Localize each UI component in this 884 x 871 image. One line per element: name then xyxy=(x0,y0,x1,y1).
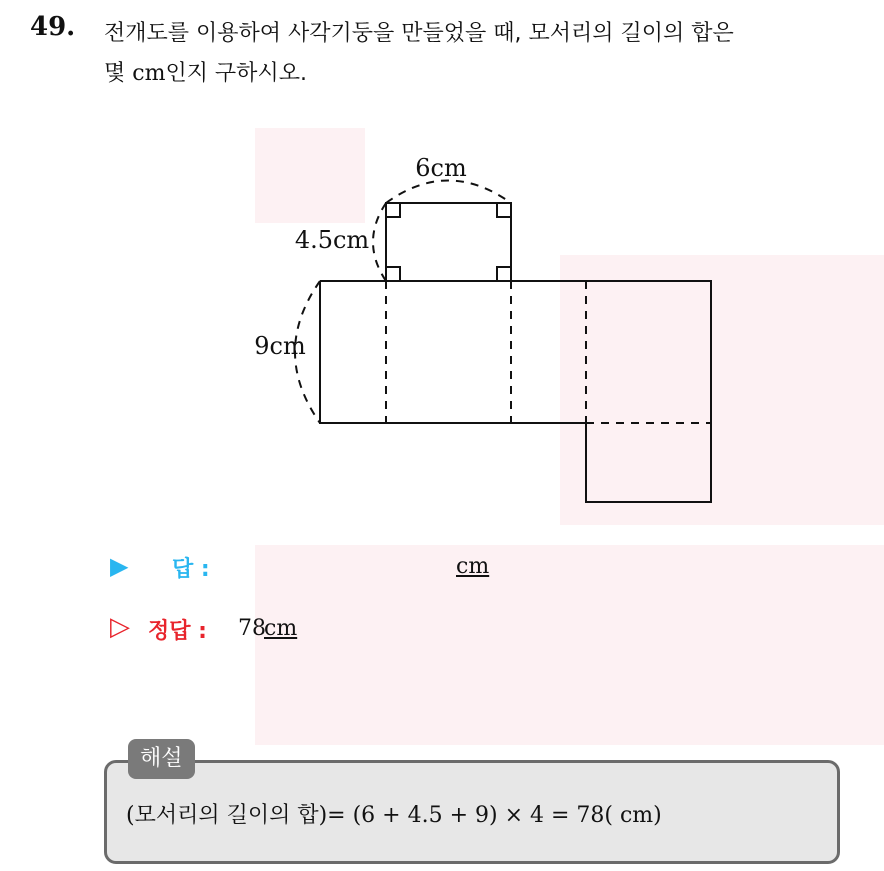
net-outline xyxy=(320,281,711,502)
top-measure-arc xyxy=(386,181,511,204)
height-length-label: 9cm xyxy=(254,332,306,360)
question-line-2-post: 인지 구하시오. xyxy=(165,61,307,86)
question-number: 49. xyxy=(30,12,76,42)
top-length-label: 6cm xyxy=(415,154,467,182)
right-angle-marks xyxy=(386,203,511,281)
question-line-2-pre: 몇 xyxy=(104,61,133,86)
correct-value: 78 xyxy=(238,616,266,641)
correct-unit: cm xyxy=(264,616,298,641)
answer-arrow-icon: ▶ xyxy=(110,552,129,580)
correct-arrow-icon: ▷ xyxy=(110,612,130,642)
answer-label: 답 : xyxy=(172,557,210,582)
top-face xyxy=(386,203,511,281)
side-measure-arc xyxy=(373,203,386,281)
explanation-tab: 해설 xyxy=(128,739,195,779)
side-length-label: 4.5cm xyxy=(294,226,370,254)
explanation-text: (모서리의 길이의 합)= (6 + 4.5 + 9) × 4 = 78( cm) xyxy=(126,803,662,828)
question-line-1: 전개도를 이용하여 사각기둥을 만들었을 때, 모서리의 길이의 합은 xyxy=(104,21,734,46)
question-line-2-unit: cm xyxy=(132,61,166,86)
answer-unit: cm xyxy=(456,554,490,579)
correct-label: 정답 : xyxy=(148,619,207,644)
